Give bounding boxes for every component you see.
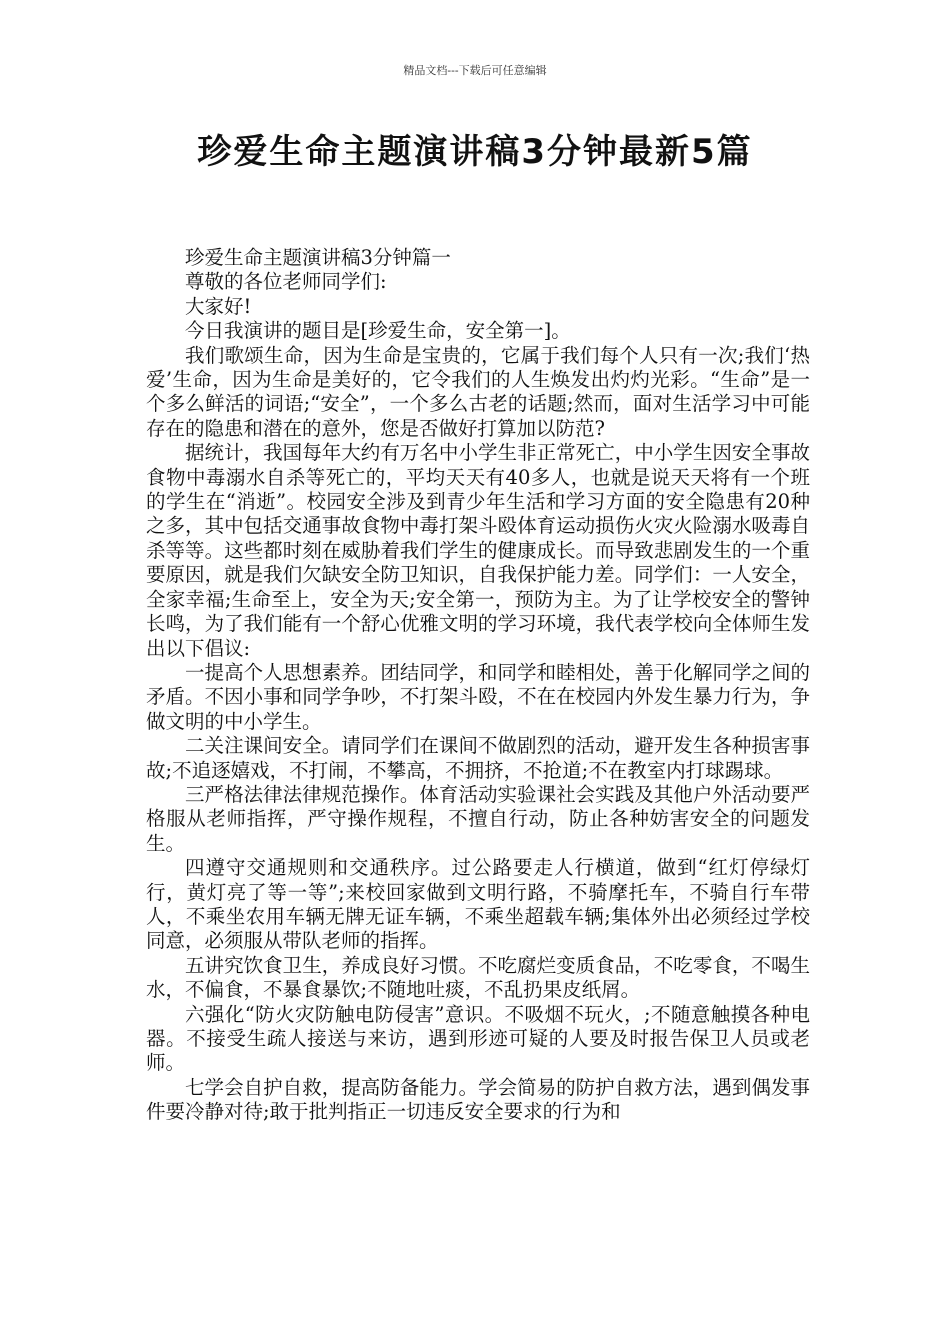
- page-header-note: 精品文档---下载后可任意编辑: [403, 64, 547, 77]
- document-title: 珍爱生命主题演讲稿3分钟最新5篇: [197, 132, 753, 172]
- paragraph: 五讲究饮食卫生，养成良好习惯。不吃腐烂变质食品，不吃零食，不喝生水，不偏食，不暴食暴饮;不随地吐痰，不乱扔果皮纸屑。: [146, 953, 810, 1002]
- paragraph: 四遵守交通规则和交通秩序。过公路要走人行横道，做到“红灯停绿灯行，黄灯亮了等一等”;来校回家做到文明行路，不骑摩托车，不骑自行车带人，不乘坐农用车辆无牌无证车辆，不乘坐超载车辆;集体外出必须经过学校同意，必须服从带队老师的指挥。: [146, 856, 810, 953]
- paragraph: 二关注课间安全。请同学们在课间不做剧烈的活动，避开发生各种损害事故;不追逐嬉戏，不打闹，不攀高，不拥挤，不抢道;不在教室内打球踢球。: [146, 734, 810, 782]
- salutation: 尊敬的各位老师同学们:: [185, 270, 387, 294]
- greeting: 大家好!: [185, 294, 252, 318]
- section-heading: 珍爱生命主题演讲稿3分钟篇一: [185, 246, 451, 269]
- document-body: [146, 246, 810, 1125]
- paragraph: 三严格法律法律规范操作。体育活动实验课社会实践及其他户外活动要严格服从老师指挥，严守操作规程，不擅自行动，防止各种妨害安全的问题发生。: [146, 782, 810, 855]
- paragraph: 六强化“防火灾防触电防侵害”意识。不吸烟不玩火，;不随意触摸各种电器。不接受生疏人接送与来访，遇到形迹可疑的人要及时报告保卫人员或老师。: [146, 1002, 810, 1075]
- paragraph: 据统计，我国每年大约有万名中小学生非正常死亡，中小学生因安全事故食物中毒溺水自杀等死亡的，平均天天有40多人，也就是说天天将有一个班的学生在“消逝”。校园安全涉及到青少年生活和学习方面的安全隐患有20种之多，其中包括交通事故食物中毒打架斗殴体育运动损伤火灾火险溺水吸毒自杀等等。这些都时刻在威胁着我们学生的健康成长。而导致悲剧发生的一个重要原因，就是我们欠缺安全防卫知识，自我保护能力差。同学们：一人安全，全家幸福;生命至上，安全为天;安全第一，预防为主。为了让学校安全的警钟长鸣，为了我们能有一个舒心优雅文明的学习环境，我代表学校向全体师生发出以下倡议:: [146, 441, 810, 660]
- paragraph: 我们歌颂生命，因为生命是宝贵的，它属于我们每个人只有一次;我们‘热爱’生命，因为生命是美好的，它令我们的人生焕发出灼灼光彩。“生命”是一个多么鲜活的词语;“安全”，一个多么古老的话题;然而，面对生活学习中可能存在的隐患和潜在的意外，您是否做好打算加以防范?: [146, 343, 810, 440]
- paragraph: 七学会自护自救，提高防备能力。学会简易的防护自救方法，遇到偶发事件要冷静对待;敢于批判指正一切违反安全要求的行为和: [146, 1075, 810, 1124]
- paragraph: 一提高个人思想素养。团结同学，和同学和睦相处，善于化解同学之间的矛盾。不因小事和同学争吵，不打架斗殴，不在在校园内外发生暴力行为，争做文明的中小学生。: [146, 660, 810, 733]
- paragraph: 今日我演讲的题目是[珍爱生命，安全第一]。: [185, 319, 571, 343]
